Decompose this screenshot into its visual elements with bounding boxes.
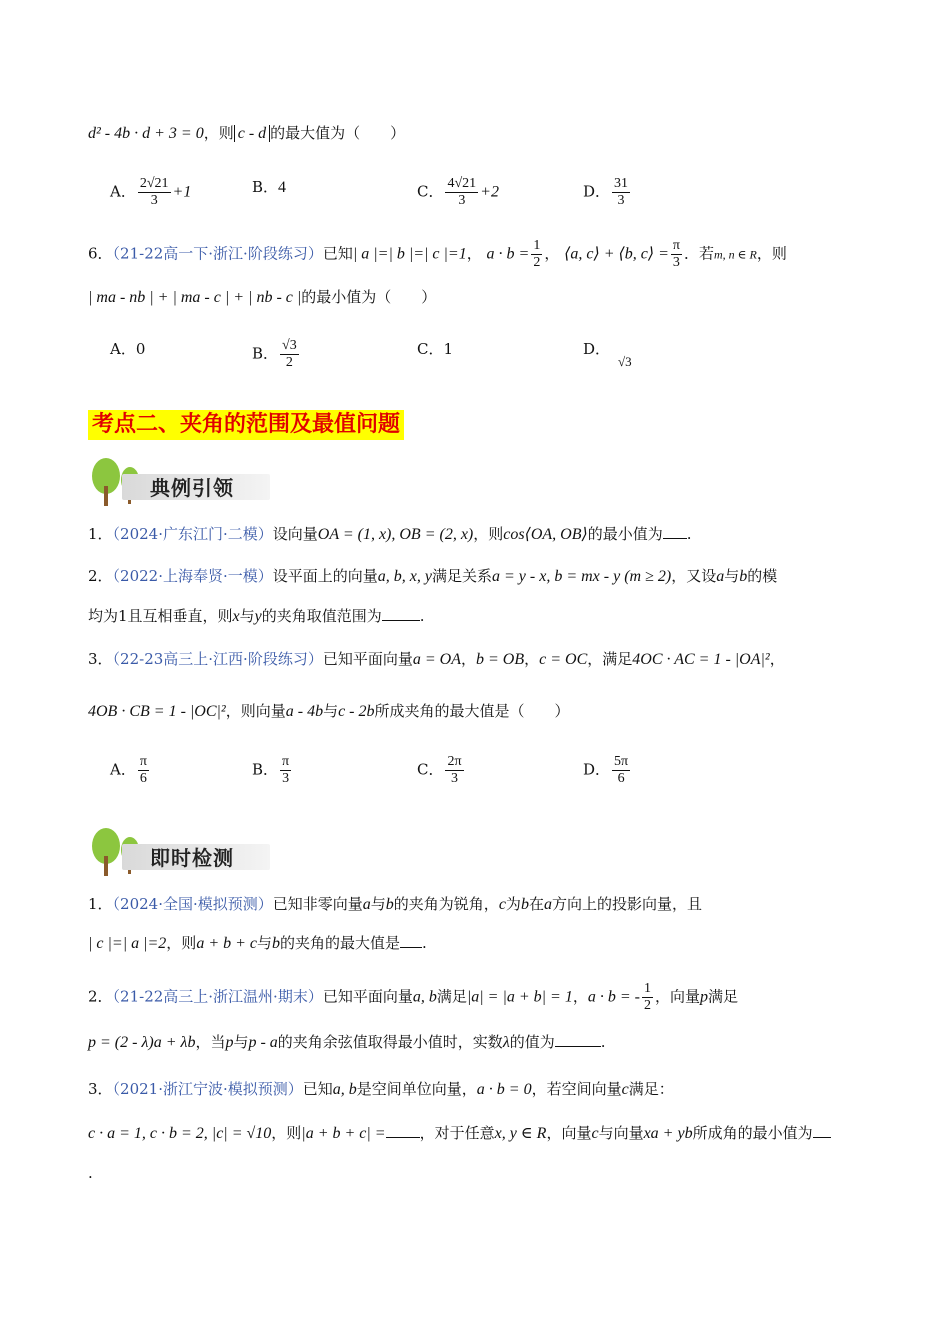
t2-stem-line2: p = (2 - λ)a + λb，当p与p - a的夹角余弦值取得最小值时，实数λ的值为 . [88,1033,606,1051]
t3-stem-line3: . [88,1164,93,1182]
answer-blank[interactable] [382,606,420,621]
q6-option-b[interactable]: B． $\frac{√3}{2}$ [252,338,297,370]
badge-examples-label: 典例引领 [150,476,234,500]
q5-stem-expr: d² - 4b · d + 3 = 0 [88,125,204,142]
t1-stem-line2: | c |=| a |=2，则a + b + c与b的夹角的最大值是 . [88,934,427,952]
t3-source: （2021·浙江宁波·模拟预测） [112,1080,303,1098]
answer-blank[interactable] [555,1032,601,1047]
ex3-stem-line2: 4OB · CB = 1 - |OC|²，则向量a - 4b与c - 2b所成夹角的最大值是（ ） [88,702,570,720]
t3-stem-line1: 3．（2021·浙江宁波·模拟预测）已知a, b是空间单位向量，a · b = 0，若空间向量c满足： [88,1080,674,1098]
badge-practice [88,826,288,878]
ex3-option-b[interactable]: B． $\frac{\pi}{3}$ [252,754,290,786]
q5-stem: d² - 4b · d + 3 = 0，则 c - d 的最大值为（ ） [88,124,406,142]
section-title: 考点二、夹角的范围及最值问题 [88,410,404,440]
q6-option-c[interactable]: C．1 [417,340,454,358]
t2-stem-line1: 2．（21-22高三上·浙江温州·期末）已知平面向量a, b满足|a| = |a + b| = 1，a · b = - $\frac{1}{2}$ ，向量p满足 [88,981,739,1013]
ex2-stem-line2: 均为1且互相垂直，则x与y的夹角取值范围为 . [88,607,425,625]
q6-stem-line2: | ma - nb | + | ma - c | + | nb - c |的最小值为（ ） [88,288,437,306]
t1-stem-line1: 1．（2024·全国·模拟预测）已知非零向量a与b的夹角为锐角，c为b在a方向上的投影向量，且 [88,895,702,913]
q5-option-a[interactable]: A． $\frac{2√21}{3}$ +1 [110,176,192,208]
q6-option-a[interactable]: A．0 [110,340,146,358]
answer-blank[interactable] [813,1123,831,1138]
q6-option-d[interactable]: D．√3 [583,340,632,369]
q5-stem-abs: c - d [234,125,270,142]
badge-practice-label: 即时检测 [150,846,234,870]
ex3-option-d[interactable]: D． $\frac{5\pi}{6}$ [583,754,629,786]
ex1-source: （2024·广东江门·二模） [112,525,273,543]
t2-source: （21-22高三上·浙江温州·期末） [112,987,323,1006]
ex2-stem-line1: 2．（2022·上海奉贤·一模）设平面上的向量a, b, x, y满足关系a = y - x, b = mx - y (m ≥ 2)，又设a与b的模 [88,567,778,585]
answer-blank[interactable] [386,1123,420,1138]
ex3-source: （22-23高三上·江西·阶段练习） [112,650,323,668]
q5-option-c[interactable]: C． $\frac{4√21}{3}$ +2 [417,176,499,208]
q5-option-d[interactable]: D． $\frac{31}{3}$ [583,176,629,208]
badge-examples [88,456,288,508]
q6-stem-line1: 6．（21-22高一下·浙江·阶段练习）已知| a |=| b |=| c |=1， a · b = $\frac{1}{2}$ ， ⟨a, c⟩ + ⟨b, c⟩ = $\frac{\pi}{3}$ ．若m, n ∈ R，则 [88,238,787,270]
t3-stem-line2: c · a = 1, c · b = 2, |c| = √10，则|a + b + c| = ，对于任意x, y ∈ R，向量c与向量xa + yb所成角的最小值为 [88,1122,831,1145]
q5-option-b[interactable]: B．4 [252,178,287,196]
t1-source: （2024·全国·模拟预测） [112,895,273,913]
answer-blank[interactable] [400,933,422,948]
ex1-stem: 1．（2024·广东江门·二模）设向量OA = (1, x), OB = (2, x)，则cos⟨OA, OB⟩的最小值为 . [88,525,692,543]
ex3-option-a[interactable]: A． $\frac{\pi}{6}$ [110,754,147,786]
ex2-source: （2022·上海奉贤·一模） [112,567,273,585]
q6-source: （21-22高一下·浙江·阶段练习） [112,244,323,263]
ex3-option-c[interactable]: C． $\frac{2\pi}{3}$ [417,754,462,786]
answer-blank[interactable] [663,524,687,539]
ex3-stem-line1: 3．（22-23高三上·江西·阶段练习）已知平面向量a = OA，b = OB，c = OC，满足4OC · AC = 1 - |OA|²， [88,650,785,668]
